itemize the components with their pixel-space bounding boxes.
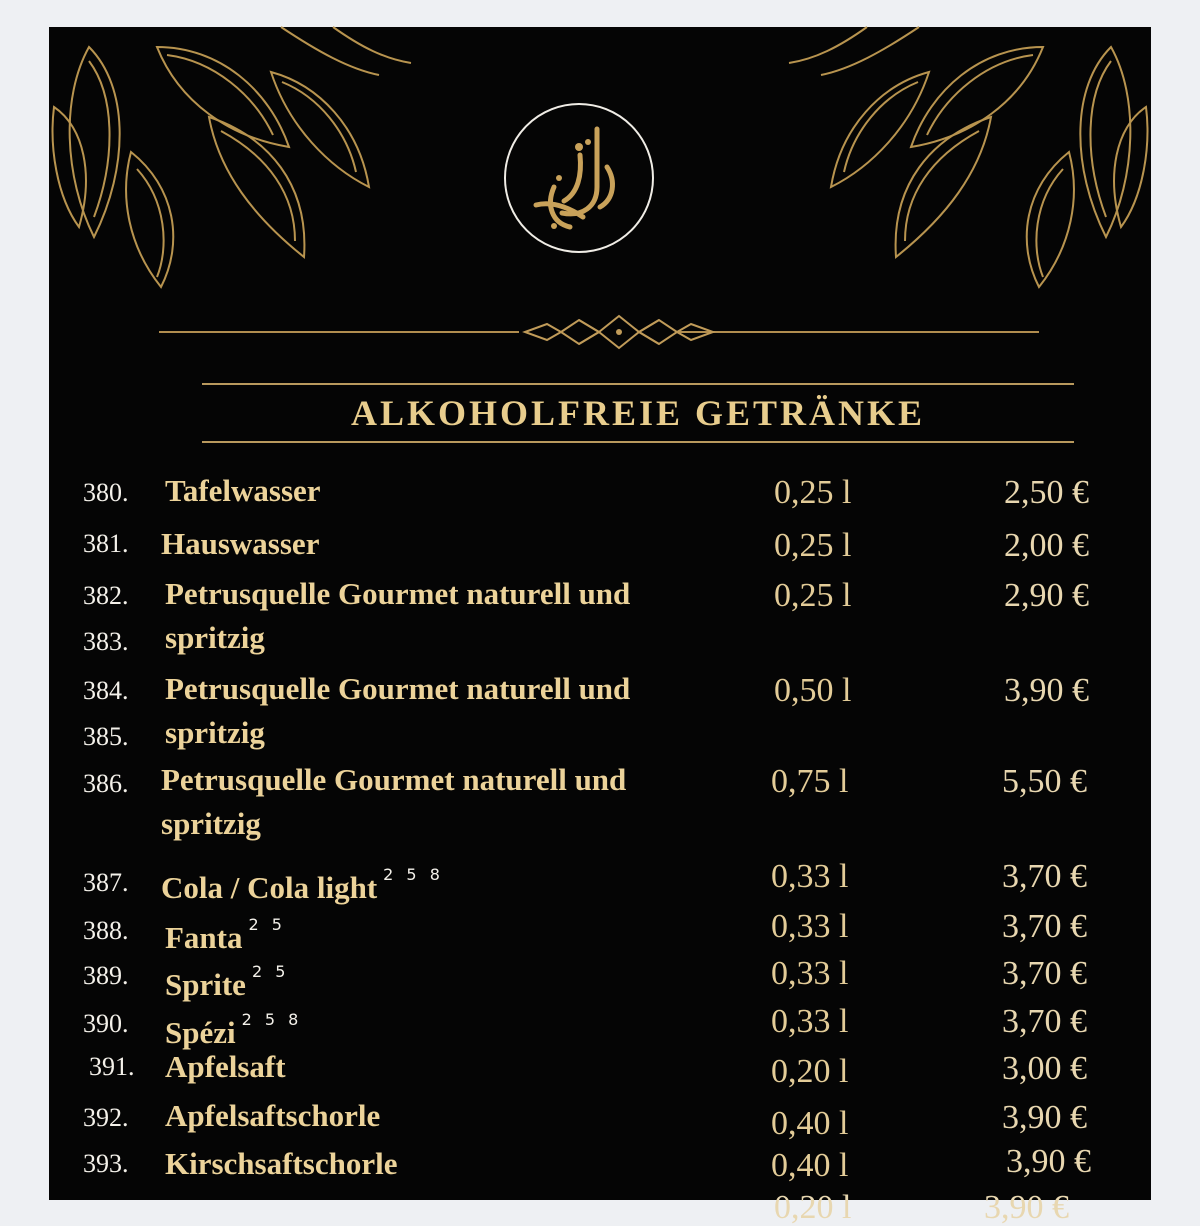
item-number: 385. <box>83 722 129 751</box>
item-price: 3,90 € <box>1004 672 1089 709</box>
item-name: Sprite <box>165 967 246 1002</box>
item-number: 386. <box>83 769 129 798</box>
partial-volume: 0,20 l <box>774 1189 852 1226</box>
item-number: 393. <box>83 1149 129 1178</box>
item-volume: 0,20 l <box>771 1053 849 1090</box>
allergen-codes: 2 5 <box>251 962 290 981</box>
menu-card <box>49 27 1151 1226</box>
item-price: 3,90 € <box>1002 1099 1087 1136</box>
item-name: Tafelwasser <box>165 473 321 508</box>
item-volume: 0,33 l <box>771 858 849 895</box>
item-name: Apfelsaft <box>165 1049 286 1084</box>
item-number: 387. <box>83 868 129 897</box>
item-number: 390. <box>83 1009 129 1038</box>
item-volume: 0,33 l <box>771 908 849 945</box>
item-volume: 0,25 l <box>774 527 852 564</box>
ornamental-divider <box>159 314 1039 350</box>
item-name: Spézi <box>165 1015 236 1050</box>
item-name: Kirschsaftschorle <box>165 1146 398 1181</box>
item-name: Petrusquelle Gourmet naturell und <box>165 576 631 611</box>
item-volume: 0,40 l <box>771 1105 849 1142</box>
item-volume: 0,33 l <box>771 955 849 992</box>
item-name-continued: spritzig <box>161 806 261 841</box>
partial-price: 3,90 € <box>984 1189 1069 1226</box>
item-price: 3,90 € <box>1006 1143 1091 1180</box>
item-name: Fanta <box>165 920 243 955</box>
partial-next-row <box>769 1189 1099 1226</box>
item-price: 3,70 € <box>1002 955 1087 992</box>
gold-leaf-ornament-right <box>781 27 1151 287</box>
item-name: Petrusquelle Gourmet naturell und <box>165 671 631 706</box>
item-volume: 0,25 l <box>774 577 852 614</box>
allergen-codes: 2 5 8 <box>241 1010 303 1029</box>
title-rule-top <box>202 383 1074 385</box>
item-price: 2,90 € <box>1004 577 1089 614</box>
item-price: 2,00 € <box>1004 527 1089 564</box>
item-volume: 0,33 l <box>771 1003 849 1040</box>
item-volume: 0,75 l <box>771 763 849 800</box>
allergen-codes: 2 5 <box>248 915 286 934</box>
item-name: Hauswasser <box>161 526 320 561</box>
item-price: 3,70 € <box>1002 908 1087 945</box>
item-name: Cola / Cola light <box>161 870 378 905</box>
item-number: 383. <box>83 627 129 656</box>
item-number: 389. <box>83 961 129 990</box>
item-price: 5,50 € <box>1002 763 1087 800</box>
item-number: 380. <box>83 478 129 507</box>
item-volume: 0,40 l <box>771 1147 849 1184</box>
item-price: 2,50 € <box>1004 474 1089 511</box>
item-name: Petrusquelle Gourmet naturell und <box>161 762 627 797</box>
restaurant-logo <box>504 103 654 253</box>
item-name: Apfelsaftschorle <box>165 1098 381 1133</box>
title-rule-bottom <box>202 441 1074 443</box>
item-name-continued: spritzig <box>165 620 265 655</box>
item-number: 392. <box>83 1103 129 1132</box>
item-volume: 0,25 l <box>774 474 852 511</box>
item-name-continued: spritzig <box>165 715 265 750</box>
item-price: 3,70 € <box>1002 1003 1087 1040</box>
item-number: 382. <box>83 581 129 610</box>
calligraphy-logo-mark <box>506 105 652 251</box>
section-title: ALKOHOLFREIE GETRÄNKE <box>350 393 926 433</box>
item-price: 3,70 € <box>1002 858 1087 895</box>
item-number: 388. <box>83 916 129 945</box>
gold-leaf-ornament-left <box>49 27 419 287</box>
item-price: 3,00 € <box>1002 1050 1087 1087</box>
item-number: 391. <box>89 1052 135 1081</box>
allergen-codes: 2 5 8 <box>383 865 444 884</box>
item-number: 381. <box>83 529 129 558</box>
item-volume: 0,50 l <box>774 672 852 709</box>
item-number: 384. <box>83 676 129 705</box>
